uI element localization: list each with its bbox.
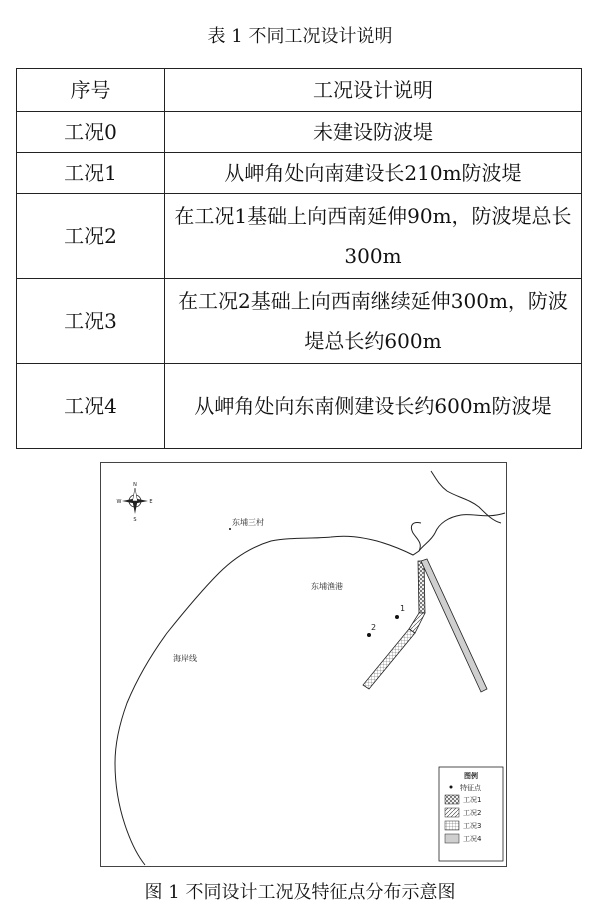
legend-case2-swatch	[445, 808, 459, 817]
legend-case4-swatch	[445, 834, 459, 843]
condition-description: 在工况2基础上向西南继续延伸300m，防波堤总长约600m	[165, 279, 582, 364]
table-row	[17, 194, 582, 279]
breakwater-case2	[409, 613, 425, 633]
feature-point-2	[367, 633, 371, 637]
legend-item-case3: 工况3	[463, 822, 482, 830]
breakwater-case3	[363, 629, 415, 689]
breakwater-case4	[421, 559, 487, 692]
site-map	[100, 462, 507, 867]
site-map-svg	[101, 463, 506, 866]
condition-description: 从岬角处向东南侧建设长约600m防波堤	[165, 364, 582, 449]
compass-west: W	[116, 499, 122, 505]
harbor-label: 东埔渔港	[311, 582, 343, 591]
table-caption: 表 1 不同工况设计说明	[207, 26, 393, 47]
coastline-label: 海岸线	[173, 654, 197, 663]
legend-title: 图例	[464, 772, 478, 780]
village-marker	[229, 528, 231, 530]
condition-id: 工况1	[17, 153, 165, 194]
feature-point-1	[395, 615, 399, 619]
condition-description: 在工况1基础上向西南延伸90m，防波堤总长300m	[165, 194, 582, 279]
table-row	[17, 153, 582, 194]
legend-item-case4: 工况4	[463, 835, 482, 843]
compass-east: E	[149, 499, 153, 505]
legend-case1-swatch	[445, 795, 459, 804]
breakwater-case1	[418, 561, 425, 613]
compass-south: S	[133, 517, 137, 523]
condition-description: 从岬角处向南建设长210m防波堤	[165, 153, 582, 194]
feature-point-2-label: 2	[371, 623, 377, 632]
legend-point-symbol	[450, 786, 453, 789]
table-row	[17, 112, 582, 153]
condition-id: 工况2	[17, 194, 165, 279]
legend-item-case2: 工况2	[463, 809, 482, 817]
header-description: 工况设计说明	[165, 69, 582, 112]
feature-point-1-label: 1	[400, 604, 406, 613]
condition-table	[16, 68, 582, 449]
legend-item-case1: 工况1	[463, 796, 482, 804]
table-header-row	[17, 69, 582, 112]
condition-id: 工况4	[17, 364, 165, 449]
compass-icon	[117, 482, 153, 523]
figure-caption: 图 1 不同设计工况及特征点分布示意图	[144, 882, 456, 903]
table-row	[17, 279, 582, 364]
table-row	[17, 364, 582, 449]
condition-id: 工况0	[17, 112, 165, 153]
legend-case3-swatch	[445, 821, 459, 830]
legend	[439, 767, 503, 861]
condition-description: 未建设防波堤	[165, 112, 582, 153]
compass-north: N	[133, 482, 137, 488]
condition-id: 工况3	[17, 279, 165, 364]
header-index: 序号	[17, 69, 165, 112]
legend-item-point: 特征点	[460, 784, 481, 792]
village-label: 东埔三村	[232, 518, 264, 527]
